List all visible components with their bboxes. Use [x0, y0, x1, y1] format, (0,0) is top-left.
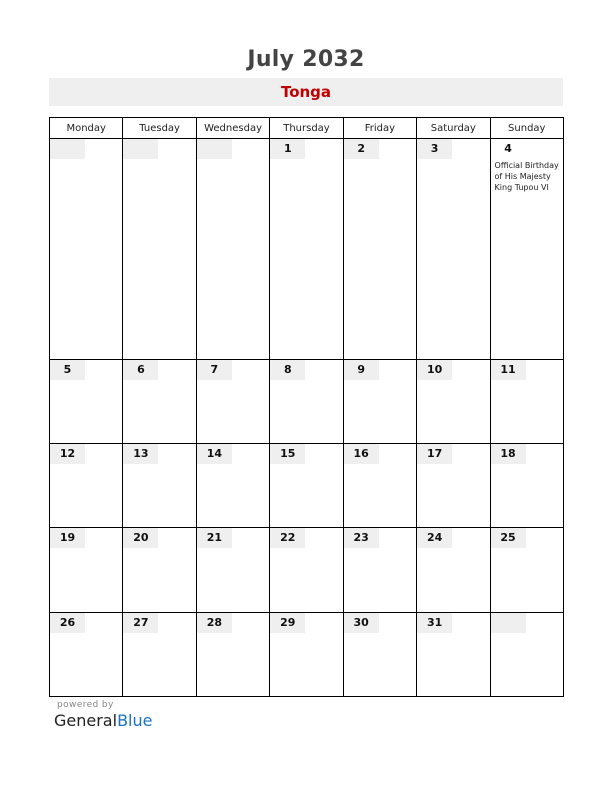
day-cell	[50, 359, 123, 443]
day-number: 21	[197, 528, 232, 548]
day-cell	[343, 528, 416, 612]
week-row	[50, 444, 564, 528]
day-number: 10	[417, 360, 452, 380]
day-number: 11	[491, 360, 526, 380]
day-number: 8	[270, 360, 305, 380]
day-number: 1	[270, 139, 305, 159]
brand-name-part1: General	[54, 711, 118, 730]
day-cell	[123, 444, 196, 528]
day-number: 3	[417, 139, 452, 159]
day-number: 7	[197, 360, 232, 380]
day-number: 16	[344, 444, 379, 464]
day-number: 20	[123, 528, 158, 548]
day-number: 28	[197, 613, 232, 633]
day-cell	[417, 139, 490, 360]
day-number: 29	[270, 613, 305, 633]
day-cell	[417, 359, 490, 443]
day-cell	[196, 359, 269, 443]
day-number: 19	[50, 528, 85, 548]
day-cell	[417, 612, 490, 696]
holiday-event: Official Birthday of His Majesty King Tupou VI	[494, 161, 559, 192]
day-cell	[343, 139, 416, 360]
day-cell	[123, 139, 196, 360]
day-cell	[490, 139, 563, 360]
day-number	[123, 139, 158, 159]
day-number: 23	[344, 528, 379, 548]
day-number: 2	[344, 139, 379, 159]
day-number: 18	[491, 444, 526, 464]
day-number	[197, 139, 232, 159]
country-banner	[49, 78, 563, 106]
day-number: 14	[197, 444, 232, 464]
day-cell	[50, 528, 123, 612]
day-number: 13	[123, 444, 158, 464]
brand-name-part2: Blue	[117, 711, 153, 730]
country-name: Tonga	[280, 83, 332, 101]
day-cell	[270, 612, 343, 696]
day-number: 6	[123, 360, 158, 380]
day-cell	[50, 444, 123, 528]
day-number: 22	[270, 528, 305, 548]
day-cell	[343, 444, 416, 528]
day-number	[491, 613, 526, 633]
day-number	[50, 139, 85, 159]
week-row	[50, 359, 564, 443]
week-row	[50, 528, 564, 612]
day-cell	[490, 359, 563, 443]
weekday-wednesday: Wednesday	[196, 118, 269, 139]
day-cell	[343, 359, 416, 443]
calendar-title: July 2032	[247, 47, 365, 72]
day-cell	[417, 444, 490, 528]
day-cell	[123, 528, 196, 612]
day-number: 9	[344, 360, 379, 380]
day-cell	[196, 528, 269, 612]
day-cell	[123, 359, 196, 443]
weekday-saturday: Saturday	[417, 118, 490, 139]
week-row	[50, 612, 564, 696]
day-cell	[50, 612, 123, 696]
calendar-grid	[49, 117, 564, 697]
day-number: 4	[504, 142, 512, 155]
week-row	[50, 139, 564, 360]
day-number: 12	[50, 444, 85, 464]
day-cell	[270, 359, 343, 443]
day-number: 25	[491, 528, 526, 548]
day-number: 17	[417, 444, 452, 464]
day-cell	[270, 528, 343, 612]
day-number: 30	[344, 613, 379, 633]
day-cell	[50, 139, 123, 360]
day-number: 27	[123, 613, 158, 633]
weekday-friday: Friday	[343, 118, 416, 139]
day-cell	[270, 139, 343, 360]
day-number: 5	[50, 360, 85, 380]
day-number: 24	[417, 528, 452, 548]
weekday-tuesday: Tuesday	[123, 118, 196, 139]
weekday-thursday: Thursday	[270, 118, 343, 139]
day-cell	[490, 444, 563, 528]
day-cell	[196, 139, 269, 360]
weekday-monday: Monday	[50, 118, 123, 139]
day-cell	[417, 528, 490, 612]
day-cell	[196, 612, 269, 696]
day-cell	[270, 444, 343, 528]
powered-by-text: powered by	[57, 700, 114, 710]
weekday-sunday: Sunday	[490, 118, 563, 139]
day-cell	[343, 612, 416, 696]
day-number: 26	[50, 613, 85, 633]
day-number: 31	[417, 613, 452, 633]
day-cell	[490, 612, 563, 696]
day-number: 15	[270, 444, 305, 464]
day-cell	[123, 612, 196, 696]
day-cell	[196, 444, 269, 528]
day-cell	[490, 528, 563, 612]
generalblue-logo[interactable]	[54, 711, 152, 730]
weekday-header-row	[50, 118, 564, 139]
